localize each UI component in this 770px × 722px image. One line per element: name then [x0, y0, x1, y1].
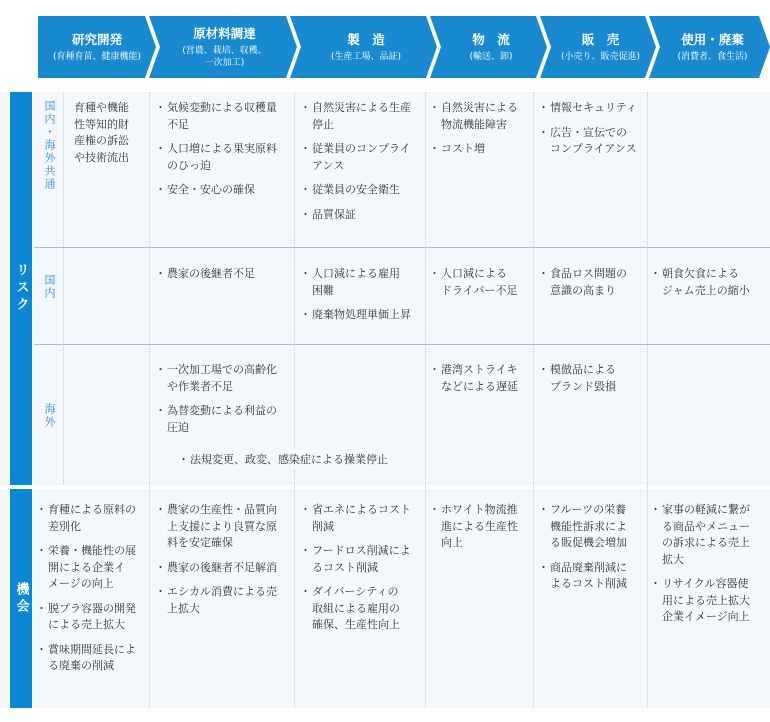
column-divider — [647, 92, 648, 708]
overseas-row-label — [36, 347, 62, 485]
list-item: ・ 品質保証 — [302, 207, 424, 224]
list-item: ・ 自然災害による生産 停止 — [302, 100, 424, 133]
stage-procure — [156, 16, 293, 78]
list-item: ・ 人口減による雇用 困難 — [302, 266, 424, 299]
list-item: ・ 商品廃棄削減に よるコスト削減 — [540, 560, 646, 593]
common-rnd-cell: 育種や機能 性等知的財 産権の訴訟 や技術流出 — [74, 101, 129, 164]
opportunity-section-label — [10, 489, 32, 708]
column-divider — [533, 92, 534, 708]
list-item: ・ フードロス削減によ るコスト削減 — [302, 543, 424, 576]
list-item: ・ 法規変更、政変、感染症による操業停止 — [180, 452, 425, 469]
column-divider — [149, 92, 150, 708]
stage-title: 使用・廃棄 — [681, 31, 744, 47]
stage-subtitle: (小売り、販売促進) — [560, 51, 641, 62]
list-item: ・ 自然災害による 物流機能障害 — [431, 100, 531, 133]
list-item: ・ 農家の後継者不足解消 — [157, 560, 293, 577]
column-divider — [294, 92, 295, 447]
list-item: ・ リサイクル容器使 用による売上拡大 企業イメージ向上 — [652, 576, 768, 626]
risk-opportunity-matrix — [0, 92, 770, 708]
common-label: 国内・海外共通 — [43, 100, 56, 191]
list-item: ・ 従業員のコンプライ アンス — [302, 141, 424, 174]
overseas-span-cell — [180, 452, 425, 477]
opp-use-cell — [652, 502, 768, 634]
list-item: ・ 人口増による果実原料 のひっ迫 — [157, 141, 293, 174]
domestic-sales-cell — [540, 266, 646, 307]
common-logistics-cell — [431, 100, 531, 166]
column-divider — [294, 470, 295, 708]
row-divider — [34, 344, 770, 345]
domestic-procure-cell — [157, 266, 293, 291]
stage-subtitle: (営農、栽培、収穫、一次加工) — [182, 45, 267, 68]
common-procure-cell — [157, 100, 293, 207]
list-item: ・ 港湾ストライキ などによる遅延 — [431, 362, 531, 395]
list-item: ・ 一次加工場での高齢化 や作業者不足 — [157, 362, 293, 395]
value-chain-header — [38, 16, 770, 78]
common-sales-cell — [540, 100, 646, 166]
stage-title: 物 流 — [472, 31, 510, 47]
list-item: ・ 育種による原料の 差別化 — [38, 502, 148, 535]
risk-section-label — [10, 92, 32, 485]
list-item: ・ 従業員の安全衛生 — [302, 182, 424, 199]
list-item: ・ 廃棄物処理単価上昇 — [302, 307, 424, 324]
list-item: ・ フルーツの栄養 機能性訴求によ る販促機会増加 — [540, 502, 646, 552]
list-item: ・ 模倣品による ブランド毀損 — [540, 362, 646, 395]
list-item: ・ 農家の後継者不足 — [157, 266, 293, 283]
domestic-use-cell — [652, 266, 768, 307]
list-item: ・ 脱プラ容器の開発 による売上拡大 — [38, 601, 148, 634]
list-item: ・ エシカル消費による売 上拡大 — [157, 584, 293, 617]
risk-label: リスク — [13, 263, 29, 314]
stage-title: 原材料調達 — [193, 25, 256, 41]
overseas-sales-cell — [540, 362, 646, 403]
stage-use — [657, 16, 768, 78]
stage-title: 研究開発 — [71, 31, 122, 47]
row-divider — [34, 247, 770, 248]
list-item: ・ コスト増 — [431, 141, 531, 158]
column-divider — [425, 92, 426, 708]
list-item: ・ 為替変動による利益の 圧迫 — [157, 403, 293, 436]
opportunity-label: 機会 — [13, 581, 29, 616]
common-manufacture-cell — [302, 100, 424, 231]
stage-subtitle: (生産工場、品証) — [330, 51, 402, 62]
list-item: ・ 家事の軽減に繋が る商品やメニュー の訴求による売上 拡大 — [652, 502, 768, 568]
column-divider — [63, 92, 64, 485]
stage-sales — [548, 16, 653, 78]
stage-title: 製 造 — [347, 31, 385, 47]
list-item: ・ 情報セキュリティ — [540, 100, 646, 117]
domestic-logistics-cell — [431, 266, 531, 307]
list-item: ・ 人口減による ドライバー不足 — [431, 266, 531, 299]
stage-subtitle: (育種育苗、健康機能) — [52, 51, 142, 62]
domestic-row-label — [36, 250, 62, 346]
list-item: ・ 農家の生産性・品質向 上支援により良質な原 料を安定確保 — [157, 502, 293, 552]
list-item: ・ 賞味期間延長によ る廃棄の削減 — [38, 642, 148, 675]
list-item: ・ 安全・安心の確保 — [157, 182, 293, 199]
list-item: ・ 省エネによるコスト 削減 — [302, 502, 424, 535]
domestic-label: 国内 — [43, 274, 56, 300]
overseas-label: 海外 — [43, 403, 56, 429]
stage-subtitle: (輸送、卸) — [469, 51, 513, 62]
list-item: ・ ホワイト物流推 進による生産性 向上 — [431, 502, 531, 552]
list-item: ・ ダイバーシティの 取組による雇用の 確保、生産性向上 — [302, 584, 424, 634]
list-item: ・ 栄養・機能性の展 開による企業イ メージの向上 — [38, 543, 148, 593]
list-item: ・ 朝食欠食による ジャム売上の縮小 — [652, 266, 768, 299]
stage-title: 販 売 — [581, 31, 620, 47]
stage-rnd — [38, 16, 156, 78]
stage-manufacture — [298, 16, 434, 78]
list-item: ・ 気候変動による収穫量 不足 — [157, 100, 293, 133]
domestic-manufacture-cell — [302, 266, 424, 332]
opp-sales-cell — [540, 502, 646, 601]
overseas-logistics-cell — [431, 362, 531, 403]
stage-subtitle: (消費者、食生活) — [677, 51, 748, 62]
list-item: ・ 食品ロス問題の 意識の高まり — [540, 266, 646, 299]
common-row-label — [36, 92, 62, 247]
opp-logistics-cell — [431, 502, 531, 560]
stage-logistics — [438, 16, 544, 78]
list-item: ・ 広告・宣伝での コンプライアンス — [540, 125, 646, 158]
overseas-procure-cell — [157, 362, 293, 444]
opp-procure-cell — [157, 502, 293, 625]
opp-manufacture-cell — [302, 502, 424, 642]
opp-rnd-cell — [38, 502, 148, 683]
